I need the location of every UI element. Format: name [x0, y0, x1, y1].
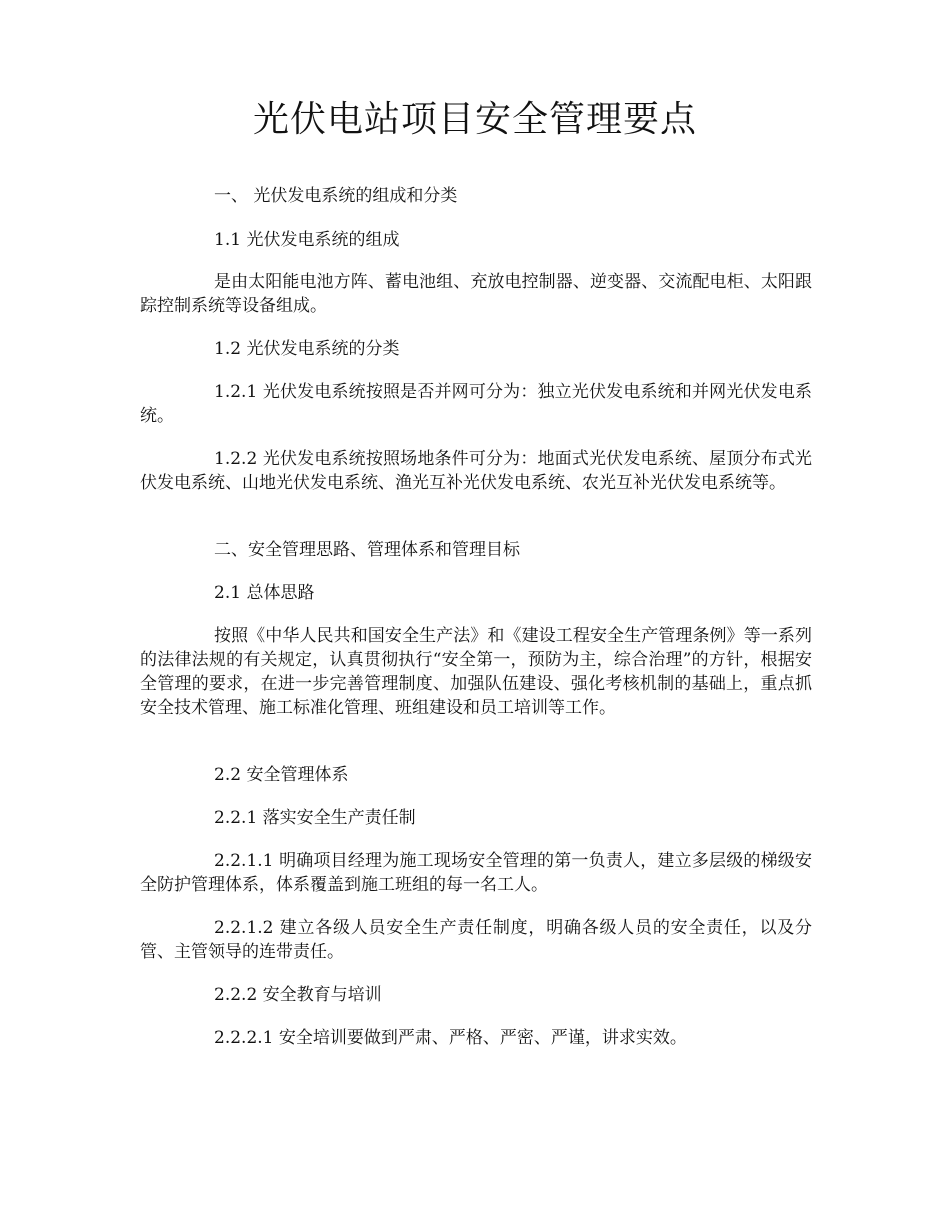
- body-paragraph-2-2-2-1: 2.2.2.1 安全培训要做到严肃、严格、严密、严谨，讲求实效。: [214, 1028, 687, 1048]
- document-title: 光伏电站项目安全管理要点: [252, 99, 697, 140]
- subsection-heading-2-2: 2.2 安全管理体系: [214, 765, 349, 785]
- body-paragraph-1-2-2: 1.2.2 光伏发电系统按照场地条件可分为：地面式光伏发电系统、屋顶分布式光伏发电系统、山地光伏发电系统、渔光互补光伏发电系统、农光互补光伏发电系统等。: [140, 449, 812, 493]
- body-paragraph-2-2-1-1: 2.2.1.1 明确项目经理为施工现场安全管理的第一负责人，建立多层级的梯级安全防护管理体系，体系覆盖到施工班组的每一名工人。: [140, 851, 812, 895]
- section-heading-2: 二、安全管理思路、管理体系和管理目标: [214, 540, 520, 560]
- subsection-heading-2-2-2: 2.2.2 安全教育与培训: [214, 985, 382, 1005]
- subsection-heading-1-2: 1.2 光伏发电系统的分类: [214, 339, 400, 359]
- subsection-heading-1-1: 1.1 光伏发电系统的组成: [214, 230, 400, 250]
- body-paragraph-2-2-1-2: 2.2.1.2 建立各级人员安全生产责任制度，明确各级人员的安全责任，以及分管、主管领导的连带责任。: [140, 918, 812, 962]
- section-heading-1: 一、 光伏发电系统的组成和分类: [214, 186, 458, 206]
- body-paragraph-composition: 是由太阳能电池方阵、蓄电池组、充放电控制器、逆变器、交流配电柜、太阳跟踪控制系统等设备组成。: [140, 272, 812, 316]
- subsection-heading-2-1: 2.1 总体思路: [214, 583, 315, 603]
- body-paragraph-overall-approach: 按照《中华人民共和国安全生产法》和《建设工程安全生产管理条例》等一系列的法律法规的有关规定，认真贯彻执行“安全第一，预防为主，综合治理”的方针，根据安全管理的要求，在进一步完善管理制度、加强队伍建设、强化考核机制的基础上，重点抓安全技术管理、施工标准化管理、班组建设和员工培训等工作。: [140, 626, 812, 718]
- body-paragraph-1-2-1: 1.2.1 光伏发电系统按照是否并网可分为：独立光伏发电系统和并网光伏发电系统。: [140, 382, 812, 426]
- subsection-heading-2-2-1: 2.2.1 落实安全生产责任制: [214, 808, 416, 828]
